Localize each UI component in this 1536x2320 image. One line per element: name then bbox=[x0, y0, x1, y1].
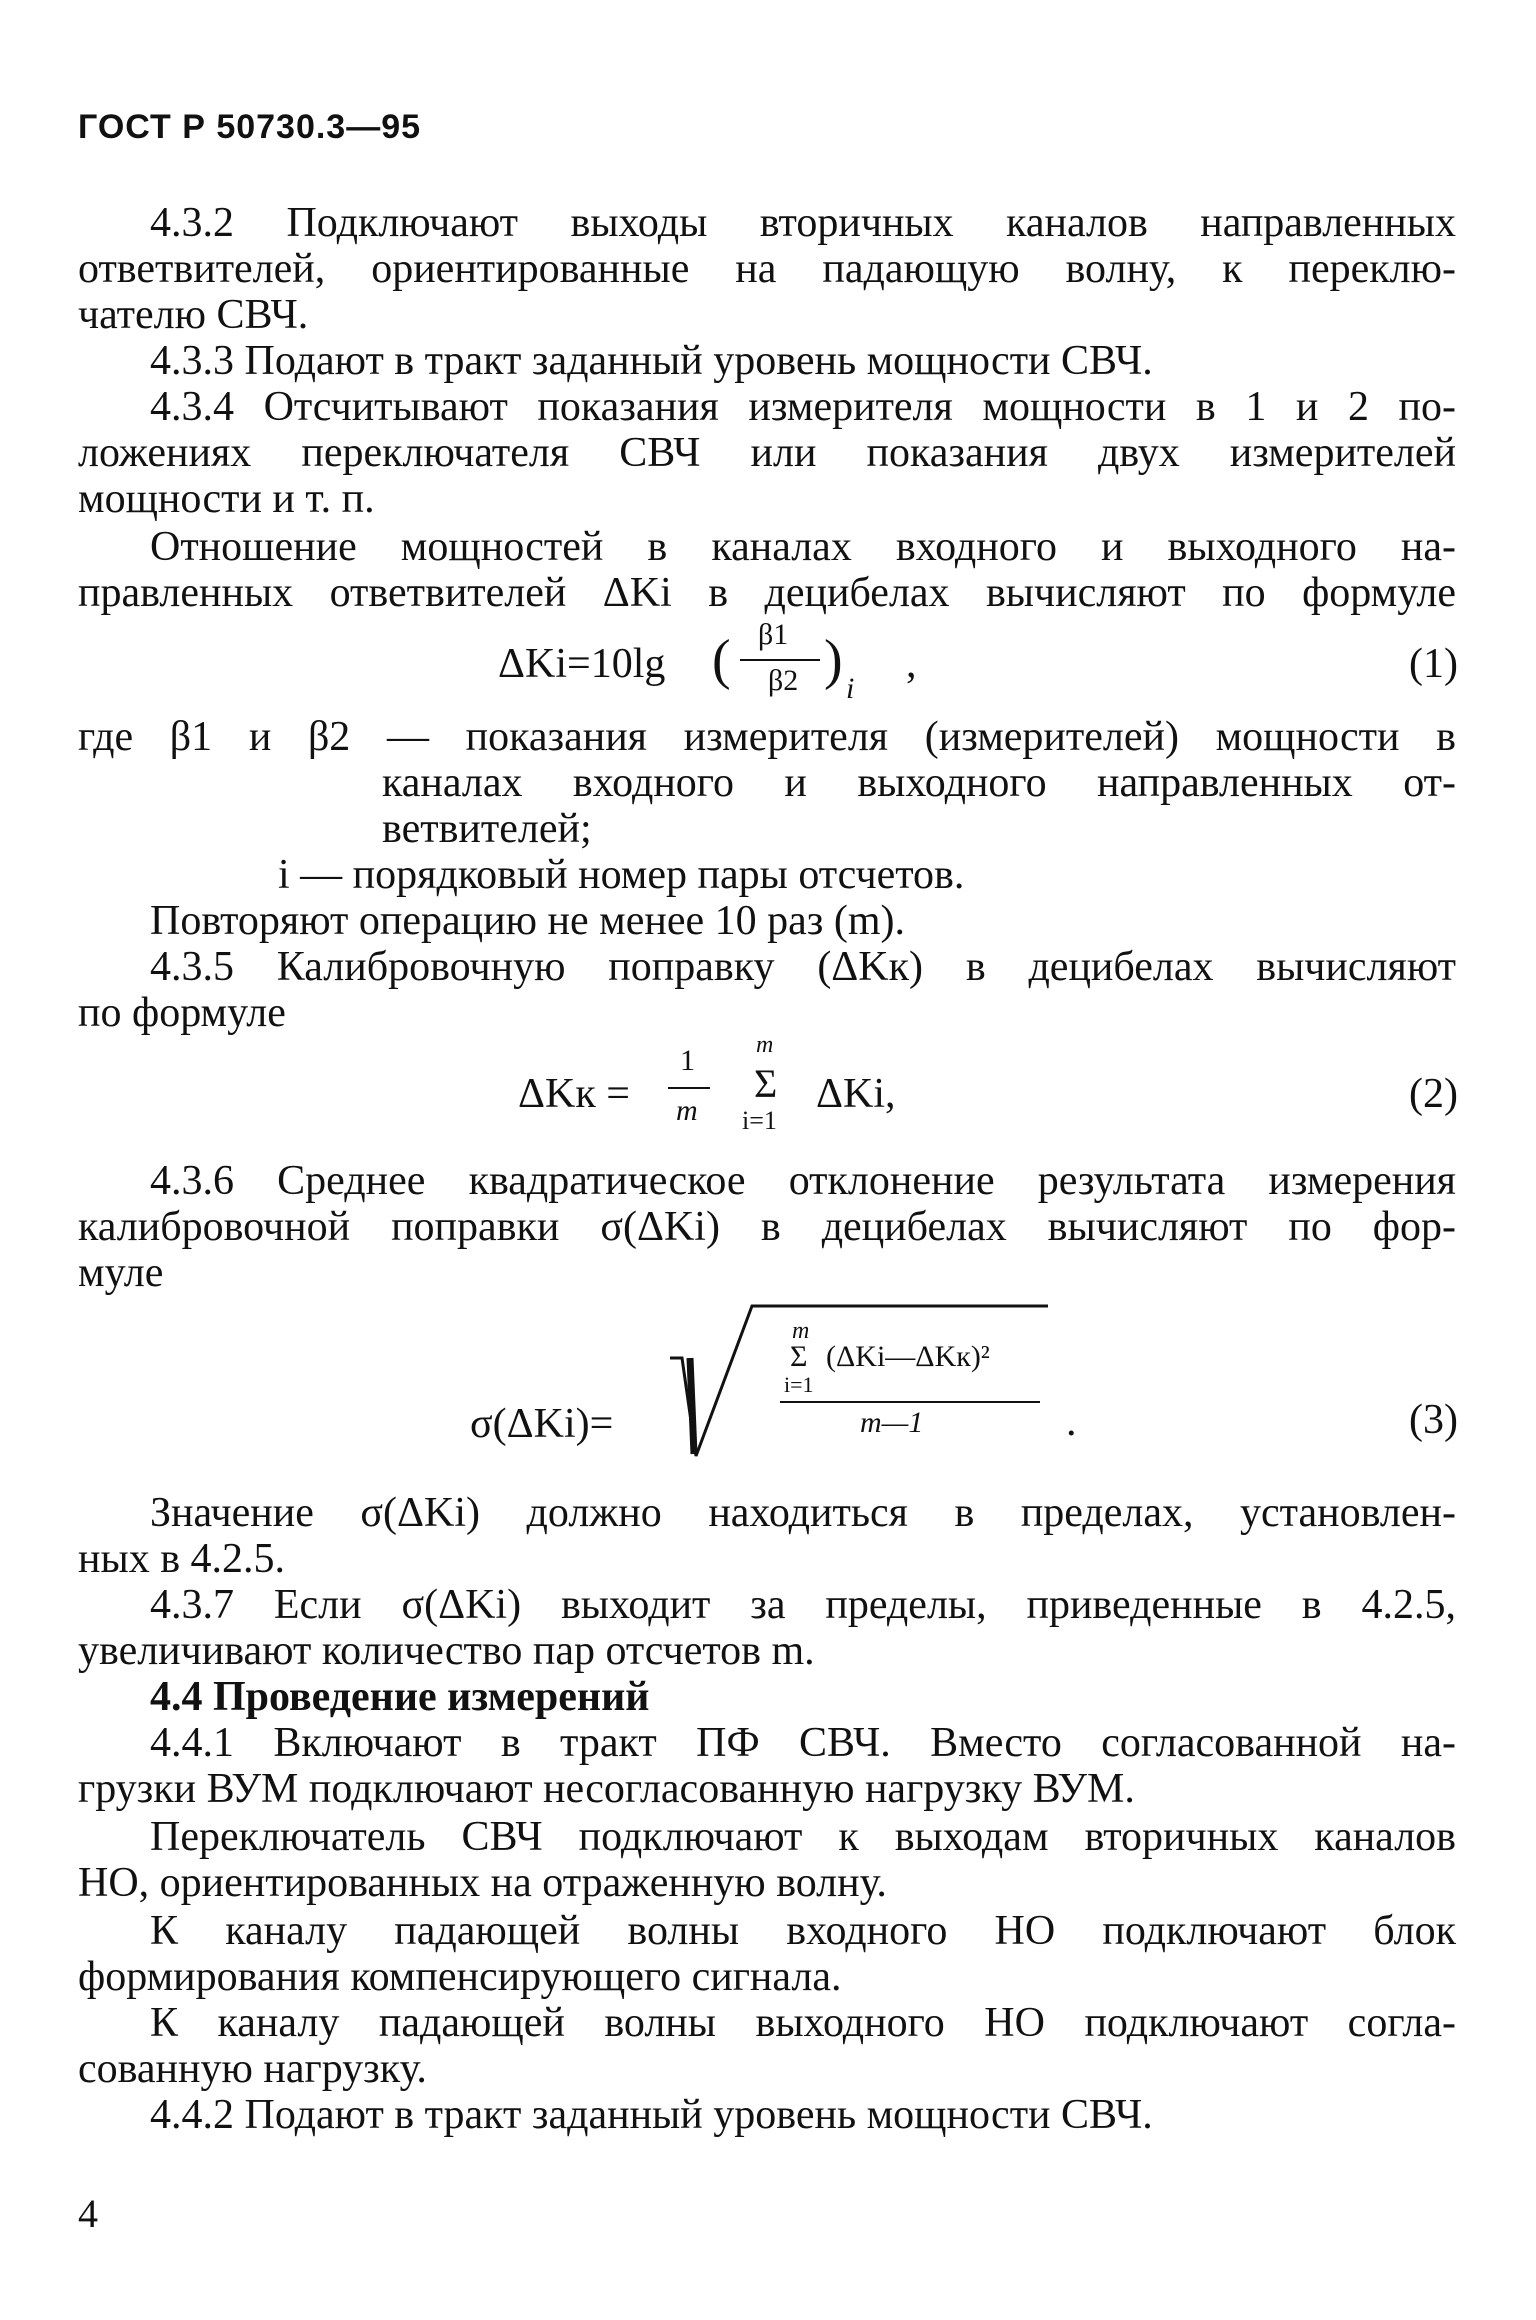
paragraph-432-line-2: ответвителей, ориентированные на падающую волну, к переклю- bbox=[78, 246, 1456, 292]
paragraph-437-line-2: увеличивают количество пар отсчетов m. bbox=[78, 1628, 815, 1674]
ratio-line-1: Отношение мощностей в каналах входного и выходного на- bbox=[150, 524, 1456, 570]
formula-1-comma: , bbox=[906, 641, 917, 687]
paragraph-436-line-1: 4.3.6 Среднее квадратическое отклонение результата измерения bbox=[150, 1158, 1456, 1204]
formula-1-left-paren: ( bbox=[712, 629, 731, 691]
ratio-line-2: правленных ответвителей ΔKi в децибелах вычисляют по формуле bbox=[78, 570, 1456, 616]
formula-2-sum-sign: Σ bbox=[754, 1061, 778, 1106]
page-number: 4 bbox=[78, 2191, 98, 2236]
value-line-2: ных в 4.2.5. bbox=[78, 1536, 286, 1582]
formula-3-sum-sign: Σ bbox=[790, 1340, 808, 1373]
formula-3-lhs: σ(ΔKi)= bbox=[470, 1401, 614, 1447]
where-line-1: где β1 и β2 — показания измерителя (измерителей) мощности в bbox=[78, 714, 1456, 760]
where-line-3: ветвителей; bbox=[382, 806, 592, 852]
formula-3-sum-upper: m bbox=[792, 1318, 810, 1344]
formula-2-term: ΔKi, bbox=[816, 1071, 896, 1117]
switch-line-1: Переключатель СВЧ подключают к выходам вторичных каналов bbox=[150, 1814, 1456, 1860]
paragraph-436-line-3: муле bbox=[78, 1250, 164, 1296]
paragraph-435-line-2: по формуле bbox=[78, 990, 286, 1036]
formula-2-sum-upper: m bbox=[756, 1032, 774, 1058]
incident-input-line-2: формирования компенсирующего сигнала. bbox=[78, 1954, 842, 2000]
paragraph-433: 4.3.3 Подают в тракт заданный уровень мощности СВЧ. bbox=[150, 338, 1153, 384]
repeat-paragraph: Повторяют операцию не менее 10 раз (m). bbox=[150, 898, 905, 944]
formula-2-fraction-bar bbox=[668, 1086, 710, 1090]
formula-1-fraction-bar bbox=[740, 658, 820, 662]
switch-line-2: НО, ориентированных на отраженную волну. bbox=[78, 1860, 887, 1906]
paragraph-434-line-1: 4.3.4 Отсчитывают показания измерителя мощности в 1 и 2 по- bbox=[150, 384, 1456, 430]
paragraph-434-line-2: ложениях переключателя СВЧ или показания двух измерителей bbox=[78, 430, 1456, 476]
formula-1-subscript: i bbox=[846, 672, 855, 705]
incident-input-line-1: К каналу падающей волны входного НО подключают блок bbox=[150, 1908, 1456, 1954]
paragraph-434-line-3: мощности и т. п. bbox=[78, 476, 375, 522]
formula-3-numerator-term: (ΔKi—ΔKк)² bbox=[826, 1340, 990, 1373]
formula-3-radical-sign bbox=[668, 1304, 1048, 1464]
incident-output-line-2: сованную нагрузку. bbox=[78, 2046, 427, 2092]
section-44-heading: 4.4 Проведение измерений bbox=[150, 1674, 650, 1720]
formula-1-denominator: β2 bbox=[768, 664, 799, 697]
formula-3-fraction-bar bbox=[780, 1400, 1040, 1404]
paragraph-437-line-1: 4.3.7 Если σ(ΔKi) выходит за пределы, приведенные в 4.2.5, bbox=[150, 1582, 1456, 1628]
value-line-1: Значение σ(ΔKi) должно находиться в пределах, установлен- bbox=[150, 1490, 1456, 1536]
formula-2-denominator: m bbox=[676, 1094, 698, 1127]
where-line-2: каналах входного и выходного направленных от- bbox=[382, 760, 1456, 806]
paragraph-435-line-1: 4.3.5 Калибровочную поправку (ΔKк) в децибелах вычисляют bbox=[150, 944, 1456, 990]
formula-3-number: (3) bbox=[1409, 1397, 1458, 1443]
formula-1-number: (1) bbox=[1409, 641, 1458, 687]
formula-1-right-paren: ) bbox=[824, 629, 843, 691]
paragraph-432-line-3: чателю СВЧ. bbox=[78, 292, 309, 338]
where-line-4: i — порядковый номер пары отсчетов. bbox=[278, 852, 965, 898]
document-code-header: ГОСТ Р 50730.3—95 bbox=[78, 108, 422, 146]
paragraph-436-line-2: калибровочной поправки σ(ΔKi) в децибелах вычисляют по фор- bbox=[78, 1204, 1456, 1250]
formula-3-denominator: m—1 bbox=[860, 1406, 924, 1439]
paragraph-442: 4.4.2 Подают в тракт заданный уровень мощности СВЧ. bbox=[150, 2092, 1153, 2138]
paragraph-432-line-1: 4.3.2 Подключают выходы вторичных каналов направленных bbox=[150, 200, 1456, 246]
formula-3-sum-lower: i=1 bbox=[784, 1372, 814, 1397]
paragraph-441-line-1: 4.4.1 Включают в тракт ПФ СВЧ. Вместо согласованной на- bbox=[150, 1720, 1456, 1766]
formula-2-lhs: ΔKк = bbox=[518, 1071, 630, 1117]
formula-1-lhs: ΔKi=10lg bbox=[498, 641, 666, 687]
formula-3-period: . bbox=[1066, 1399, 1077, 1445]
paragraph-441-line-2: грузки ВУМ подключают несогласованную нагрузку ВУМ. bbox=[78, 1766, 1135, 1812]
incident-output-line-1: К каналу падающей волны выходного НО подключают согла- bbox=[150, 2000, 1456, 2046]
formula-1-numerator: β1 bbox=[758, 618, 789, 651]
formula-2-sum-lower: i=1 bbox=[742, 1106, 777, 1135]
formula-2-number: (2) bbox=[1409, 1071, 1458, 1117]
formula-2-numerator: 1 bbox=[680, 1044, 695, 1077]
